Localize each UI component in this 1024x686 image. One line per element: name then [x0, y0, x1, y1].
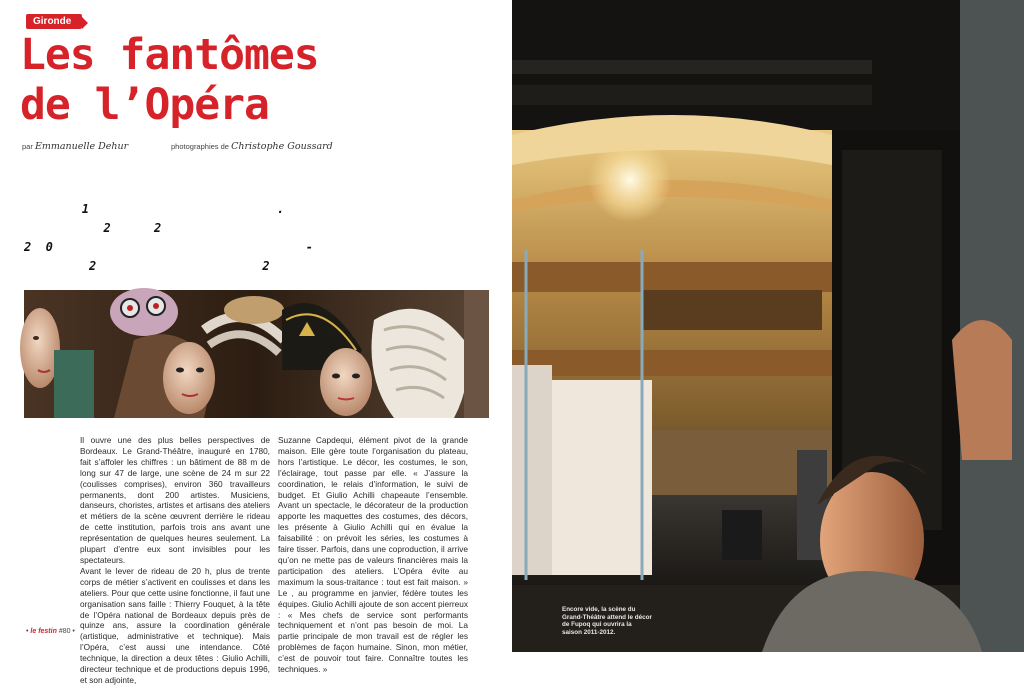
folio-bullet: • — [26, 628, 29, 635]
lead-paragraph — [24, 200, 484, 276]
paragraph: Avant le lever de rideau de 20 h, plus de trente corps de métier s’activent en coulisses et dans les ateliers. Pour que cette usine fonctionne, il faut une organisation sans faille : Thierry Fouquet, à la tête de l’Opéra national de Bordeaux depuis près de quinze ans, assure la coordination générale (artistique, administrative et technique). Mais l’Opéra, c’est aussi une intendance. Côté technique, la direction a deux têtes : Giulio Achilli, directeur technique et de productions depuis 1996, et son adjointe, — [80, 565, 270, 685]
title-line-1: Les fantômes — [20, 30, 319, 80]
lead-line: 1 . — [24, 202, 285, 216]
opera-stage-photo — [512, 0, 1024, 652]
article-title — [20, 30, 319, 130]
left-page — [0, 0, 512, 685]
masks-photo — [24, 290, 489, 418]
title-line-2: de l’Opéra — [20, 80, 269, 130]
lead-line: 2 2 — [24, 221, 162, 235]
paragraph: Suzanne Capdequi, élément pivot de la grande maison. Elle gère toute l’organisation du plateau, hors l’artistique. Le décor, les costumes, le son, l’éclairage, tout passe par elle. « J’assure la coordination, le relais d’information, le suivi de budget. Et Giulio Achilli chapeaute l’ensemble. Avant un spectacle, le décorateur de la production apporte les maquettes des costumes, des décors, les présente à Giulio Achilli qui en évalue la faisabilité : on prévoit les séries, les costumes à faire tisser. Parfois, dans une coproduction, il arrive qu’on ne mette pas de valeurs financières mais la participation des ateliers. L’Opéra évite au maximum la sous-traitance : tout est fait maison. » Le , au programme en janvier, fédère toutes les équipes. Giulio Achilli ajoute de son accent pierreux : « Mes chefs de service sont performants techniquement et n’ont pas besoin de moi. La partie principale de mon travail est de régler les problèmes de façon humaine. Sinon, mon métier, c’est de pouvoir tout faire. Connaître toutes les techniques. » — [278, 435, 468, 675]
byline-prefix: par — [22, 142, 33, 151]
text-column-2 — [278, 435, 468, 675]
section-tag: Gironde — [26, 14, 82, 29]
author-byline — [22, 141, 128, 152]
photographer-prefix: photographies de — [171, 142, 229, 151]
page-number: #80 • — [58, 628, 75, 635]
text-column-1 — [80, 435, 270, 686]
magazine-name: le festin — [30, 628, 57, 635]
page-folio — [26, 628, 75, 635]
photographer-byline — [171, 141, 333, 152]
photographer-name: Christophe Goussard — [231, 141, 333, 152]
paragraph: Il ouvre une des plus belles perspectives de Bordeaux. Le Grand-Théâtre, inauguré en 1780, fait s’affoler les chiffres : un bâtiment de 88 m de long sur 47 de large, une scène de 24 m sur 22 (coulisses comprises), environ 360 travailleurs permanents, dont 200 artistes. Musiciens, danseurs, choristes, artistes et artisans des ateliers et métiers de la scène œuvrent derrière le rideau de cette institution, parfois trois ans avant une représentation de quelques heures seulement. La plupart d’entre eux sont invisibles pour les spectateurs. — [80, 435, 270, 565]
lead-line: 2 2 — [24, 259, 270, 273]
right-page-photo — [512, 0, 1024, 652]
photo-caption: Encore vide, la scène du Grand-Théâtre attend le décor de Fupoq qui ouvrira la saison 2011-2012. — [562, 606, 652, 636]
author-name: Emmanuelle Dehur — [34, 141, 129, 152]
lead-line: 2 0 - — [24, 240, 313, 254]
masks-photo-illustration — [24, 290, 489, 418]
